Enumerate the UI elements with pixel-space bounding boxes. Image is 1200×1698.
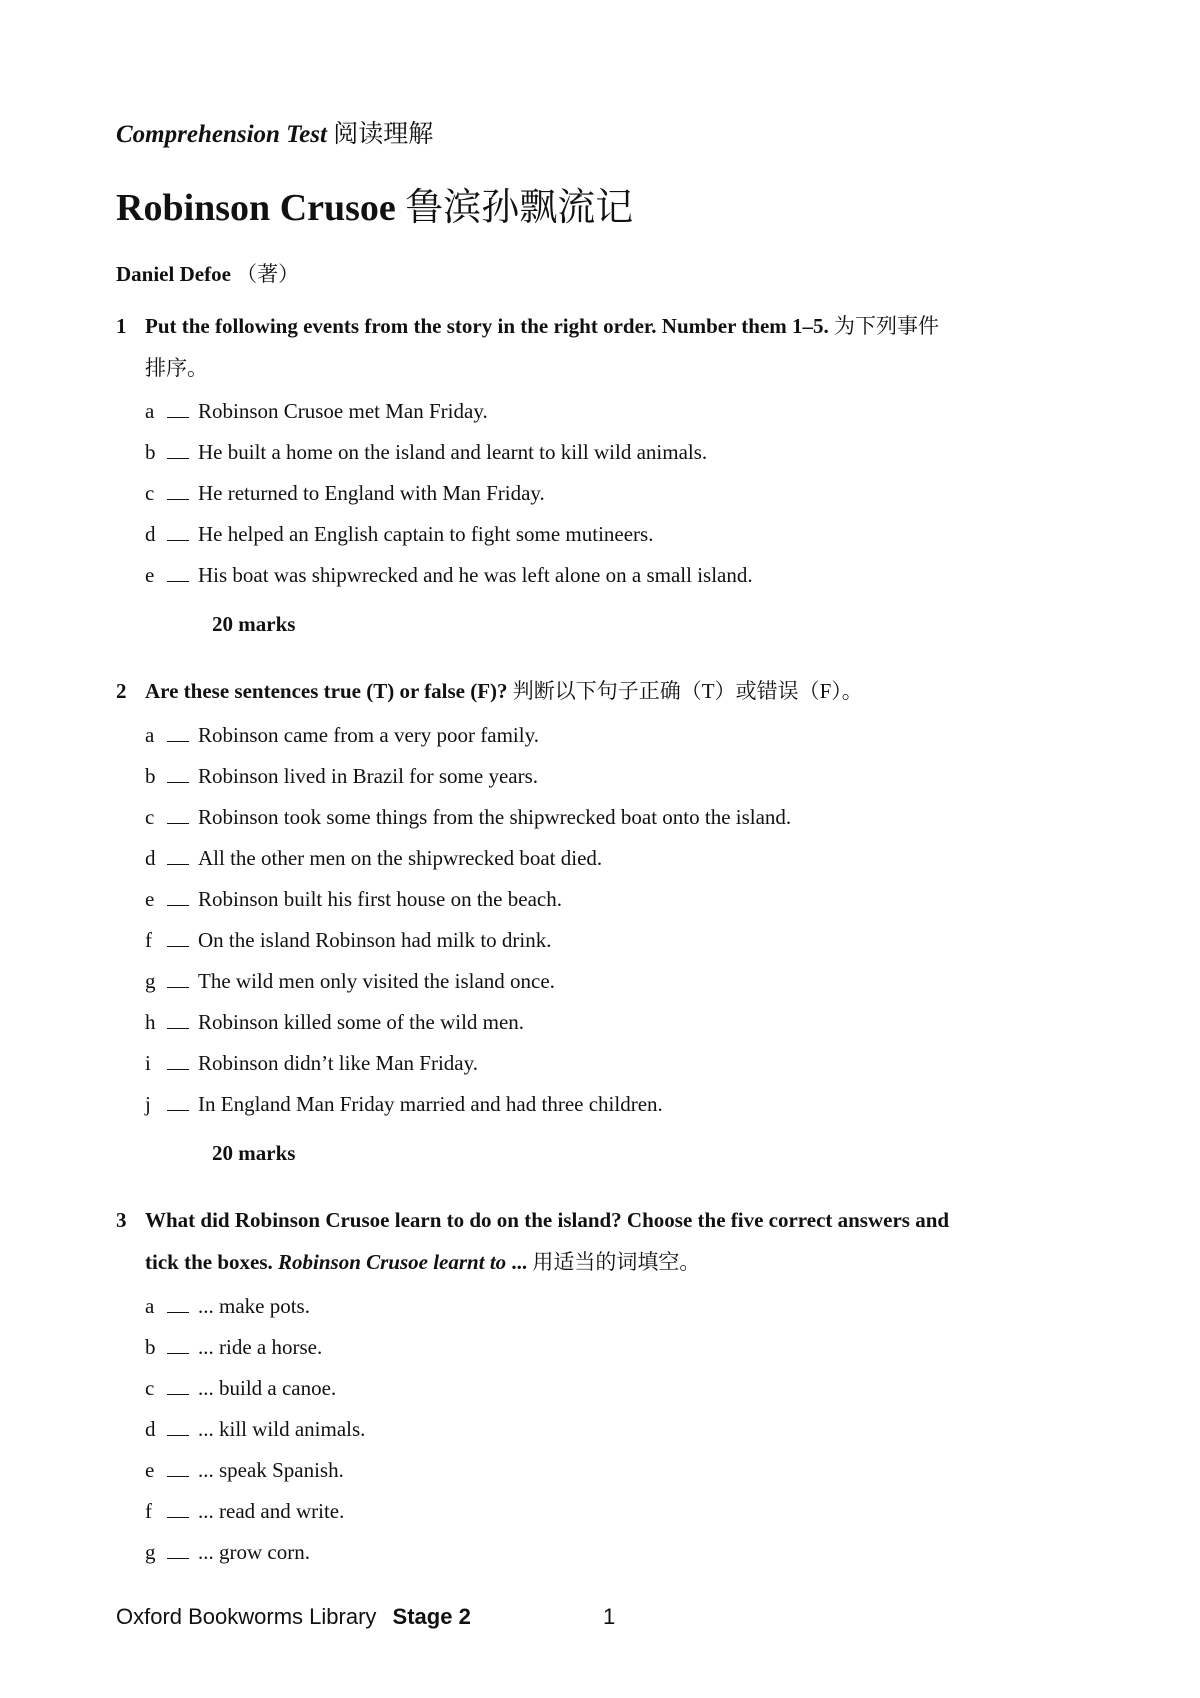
list-item (145, 1450, 365, 1491)
answer-blank[interactable] (167, 967, 189, 988)
question-text: Put the following events from the story in the right order. Number them 1–5. (145, 314, 829, 338)
item-text: The wild men only visited the island once. (198, 969, 555, 993)
answer-blank[interactable] (167, 762, 189, 783)
footer-library: Oxford Bookworms Library (116, 1604, 377, 1629)
answer-blank[interactable] (167, 721, 189, 742)
item-letter: a (145, 1294, 155, 1318)
title-english: Robinson Crusoe (116, 187, 396, 229)
answer-blank[interactable] (167, 803, 189, 824)
item-letter: a (145, 723, 155, 747)
item-letter: f (145, 928, 152, 952)
item-text: ... read and write. (198, 1499, 345, 1523)
question-text-chinese: 用适当的词填空。 (532, 1250, 701, 1274)
page-footer (116, 1604, 616, 1630)
list-item (145, 1532, 365, 1573)
item-text: ... build a canoe. (198, 1376, 337, 1400)
list-item (145, 391, 753, 432)
page-subtitle (116, 114, 433, 150)
item-letter: b (145, 440, 156, 464)
item-letter: d (145, 1417, 156, 1441)
item-text: He returned to England with Man Friday. (198, 481, 545, 505)
answer-blank[interactable] (167, 844, 189, 865)
subtitle-chinese: 阅读理解 (333, 121, 434, 148)
answer-blank[interactable] (167, 397, 189, 418)
question-instruction: tick the boxes. (145, 1250, 273, 1274)
question-2-prompt (116, 670, 1100, 712)
list-item (145, 1327, 365, 1368)
item-text: Robinson built his first house on the beach. (198, 887, 562, 911)
question-3-items (145, 1286, 365, 1573)
item-text: Robinson killed some of the wild men. (198, 1010, 525, 1034)
item-text: In England Man Friday married and had three children. (198, 1092, 663, 1116)
list-item (145, 1491, 365, 1532)
item-letter: c (145, 481, 155, 505)
list-item (145, 879, 791, 920)
list-item (145, 1002, 791, 1043)
list-item (145, 1368, 365, 1409)
item-letter: e (145, 887, 155, 911)
item-letter: c (145, 1376, 155, 1400)
question-3-prompt (116, 1199, 1100, 1283)
question-number: 3 (116, 1208, 127, 1232)
item-text: ... kill wild animals. (198, 1417, 366, 1441)
answer-blank[interactable] (167, 926, 189, 947)
item-letter: d (145, 846, 156, 870)
answer-blank[interactable] (167, 561, 189, 582)
answer-blank[interactable] (167, 1415, 189, 1436)
question-2-marks: 20 marks (212, 1141, 296, 1165)
item-text: He built a home on the island and learnt to kill wild animals. (198, 440, 708, 464)
sentence-stem: Robinson Crusoe learnt to (278, 1250, 507, 1274)
question-number: 1 (116, 314, 127, 338)
item-text: All the other men on the shipwrecked boat died. (198, 846, 603, 870)
author-note: （著） (236, 262, 300, 286)
author-line (116, 258, 299, 288)
ellipsis: ... (511, 1250, 528, 1274)
answer-blank[interactable] (167, 520, 189, 541)
item-text: ... speak Spanish. (198, 1458, 344, 1482)
item-text: ... ride a horse. (198, 1335, 323, 1359)
item-letter: h (145, 1010, 156, 1034)
list-item (145, 715, 791, 756)
answer-blank[interactable] (167, 479, 189, 500)
item-text: Robinson Crusoe met Man Friday. (198, 399, 488, 423)
question-text-chinese: 判断以下句子正确（T）或错误（F）。 (512, 679, 863, 703)
answer-blank[interactable] (167, 1333, 189, 1354)
answer-blank[interactable] (167, 1049, 189, 1070)
title-chinese: 鲁滨孙飘流记 (405, 187, 634, 229)
item-text: ... make pots. (198, 1294, 310, 1318)
answer-blank[interactable] (167, 1456, 189, 1477)
answer-blank[interactable] (167, 1008, 189, 1029)
item-letter: e (145, 1458, 155, 1482)
list-item (145, 838, 791, 879)
question-text-chinese-continued: 排序。 (145, 356, 208, 380)
answer-blank[interactable] (167, 1374, 189, 1395)
item-letter: b (145, 1335, 156, 1359)
item-letter: e (145, 563, 155, 587)
item-text: On the island Robinson had milk to drink. (198, 928, 552, 952)
item-letter: g (145, 969, 156, 993)
item-letter: i (145, 1051, 151, 1075)
answer-blank[interactable] (167, 1090, 189, 1111)
list-item (145, 473, 753, 514)
list-item (145, 1084, 791, 1125)
question-1-items (145, 391, 753, 596)
subtitle-english: Comprehension Test (116, 121, 327, 148)
footer-stage: Stage 2 (392, 1604, 471, 1629)
item-letter: b (145, 764, 156, 788)
list-item (145, 797, 791, 838)
answer-blank[interactable] (167, 438, 189, 459)
list-item (145, 1043, 791, 1084)
answer-blank[interactable] (167, 1497, 189, 1518)
list-item (145, 961, 791, 1002)
answer-blank[interactable] (167, 1538, 189, 1559)
item-letter: f (145, 1499, 152, 1523)
question-1-prompt (116, 305, 1100, 389)
list-item (145, 1286, 365, 1327)
question-2-items (145, 715, 791, 1125)
question-1-marks: 20 marks (212, 612, 296, 636)
question-text-chinese: 为下列事件 (834, 314, 940, 338)
list-item (145, 756, 791, 797)
item-text: Robinson lived in Brazil for some years. (198, 764, 539, 788)
list-item (145, 555, 753, 596)
item-letter: j (145, 1092, 151, 1116)
page-number: 1 (603, 1604, 616, 1629)
answer-blank[interactable] (167, 885, 189, 906)
list-item (145, 920, 791, 961)
answer-blank[interactable] (167, 1292, 189, 1313)
item-letter: d (145, 522, 156, 546)
item-text: Robinson came from a very poor family. (198, 723, 539, 747)
item-text: He helped an English captain to fight some mutineers. (198, 522, 654, 546)
question-text: Are these sentences true (T) or false (F)? (145, 679, 508, 703)
item-text: Robinson took some things from the shipwrecked boat onto the island. (198, 805, 792, 829)
list-item (145, 1409, 365, 1450)
item-letter: a (145, 399, 155, 423)
item-text: His boat was shipwrecked and he was left alone on a small island. (198, 563, 753, 587)
question-number: 2 (116, 679, 127, 703)
question-text: What did Robinson Crusoe learn to do on the island? Choose the five correct answers and (145, 1208, 950, 1232)
item-text: ... grow corn. (198, 1540, 310, 1564)
list-item (145, 514, 753, 555)
author-name: Daniel Defoe (116, 262, 231, 286)
page-title (116, 176, 633, 231)
question-text-continued (116, 1241, 1100, 1283)
item-text: Robinson didn’t like Man Friday. (198, 1051, 478, 1075)
item-letter: c (145, 805, 155, 829)
list-item (145, 432, 753, 473)
item-letter: g (145, 1540, 156, 1564)
